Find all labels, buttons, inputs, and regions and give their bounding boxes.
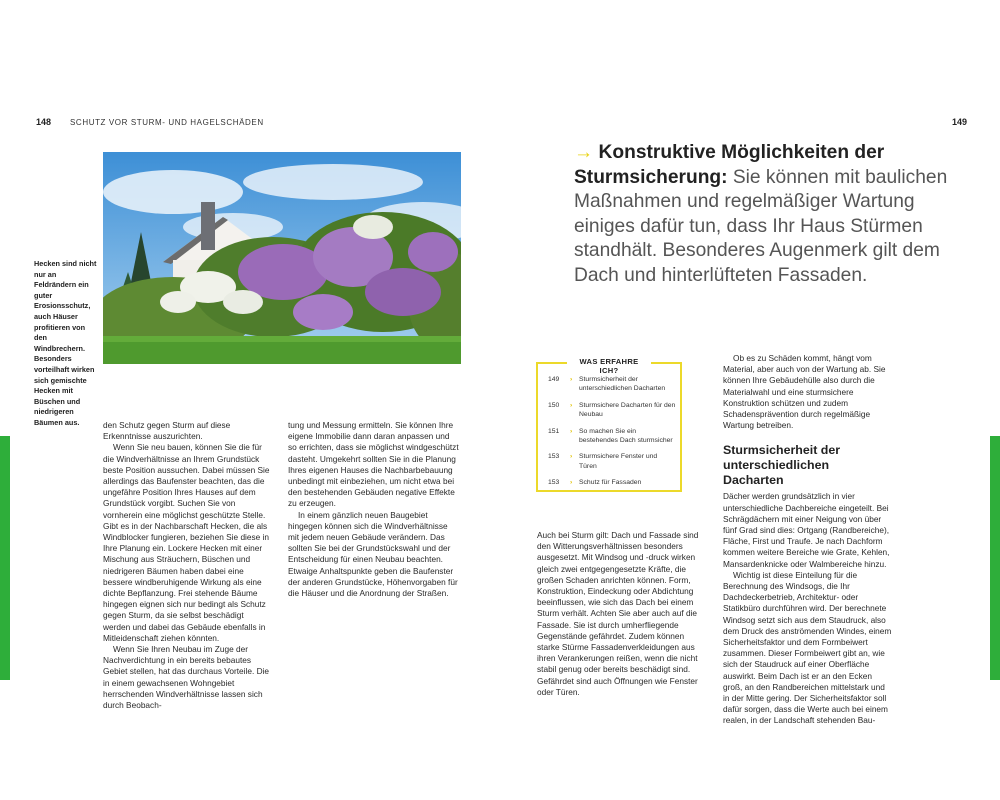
entry-page: 153 [548,479,560,487]
arrow-icon: → [574,142,594,163]
entry-text: Sturmsicherheit der unterschiedlichen Dacharten [579,376,666,393]
entry-page: 151 [548,427,560,435]
entry-text: So machen Sie ein bestehendes Dach sturmsicher [579,427,673,445]
list-item[interactable] [548,375,676,394]
right-column-1 [537,530,705,698]
paragraph: tung und Messung ermitteln. Sie können Ihre eigene Immobilie dann daran anpassen und so errichten, dass sie möglichst windgeschützt dasteht. Umgekehrt sollten Sie in die Planung Ihres eigenen Hauses die Nachbarbebauung unbedingt mit einbeziehen, um nicht etwa bei den bestehenden Gebäuden negative Effekte zu erzeugen. [288,420,459,509]
paragraph: Auch bei Sturm gilt: Dach und Fassade sind den Witterungsverhältnissen besonders ausgesetzt. Mit Windsog und -druck wirken gleich zwei entgegengesetzte Kräfte, die großen Schaden anrichten können. Form, Konstruktion, Eindeckung oder Abdichtung beeinflussen, wie sich das Dach bei einem Sturm verhält. Achten Sie aber auch auf die Fassade. Sie ist durch umherfliegende Gegenstände gefährdet. Zudem können starke Stürme Fassadenverkleidungen aus ihren Verankerungen reißen, wenn die nicht stabil genug oder bereits beschädigt sind. Gefährdet sind auch Öffnungen wie Fenster oder Türen. [537,530,699,697]
info-box-title: WAS ERFAHRE ICH? [567,357,651,375]
arrow-icon: › [570,453,573,461]
photo-caption: Hecken sind nicht nur an Feldrändern ein guter Erosionsschutz, auch Häuser profitieren von den Windbrechern. Besonders vorteilhaft wirken sich gemischte Hecken mit Büschen und niedrigeren Bäumen aus. [34,259,97,427]
list-item[interactable] [548,427,676,446]
list-item[interactable] [548,452,676,471]
paragraph: Wichtig ist diese Einteilung für die Berechnung des Windsogs, die Ihr Dachdeckerbetrieb, Architektur- oder Statikbüro durchführen wird. Der berechnete Windsog setzt sich aus dem Staudruck, also dem Druck des anströmenden Windes, einem Sicherheitsfaktor und dem Formbeiwert zusammen. Dieser Formbeiwert gibt an, wie sich der Staudruck auf einer Oberfläche auswirkt. Beim Dach ist er an den Ecken groß, an den Randbereichen mittelstark und in der Mitte gering. Der Sicherheitsfaktor soll dafür sorgen, dass die Werte auch bei einem realen, in der Landschaft stehenden Bau- [723,569,892,726]
paragraph: den Schutz gegen Sturm auf diese Erkenntnisse auszurichten. [103,420,231,442]
arrow-icon: › [570,376,573,383]
entry-text: Schutz für Fassaden [579,479,642,487]
lead-heading: Konstruktive Möglichkeiten der Sturmsicherung: [574,142,885,188]
list-item[interactable] [548,478,676,487]
page-number-right: 149 [951,117,967,127]
right-column-2 [723,353,893,727]
left-column-1 [103,420,271,711]
lead-text: Sie können mit baulichen Maßnahmen und regelmäßiger Wartung einiges dafür tun, dass Ihr Haus Stürmen standhält. Besonderes Augenmerk gilt dem Dach und hinterlüfteten Fassaden. [574,166,948,286]
entry-page: 150 [548,401,560,409]
paragraph: Dächer werden grundsätzlich in vier unterschiedliche Dachbereiche eingeteilt. Bei Schrägdächern mit einer Neigung von über fünf Grad sind dies: Ortgang (Randbereiche), Fläche, First und Traufe. Je nach Dachform kommen weitere Bereiche wie Grate, Kehlen, Mansardenknicke oder Walmbereiche hinzu. [723,491,890,569]
left-column-2 [288,420,460,599]
paragraph: Ob es zu Schäden kommt, hängt vom Material, aber auch von der Wartung ab. Sie können Ihre Gebäudehülle also durch die Materialwahl und eine sturmsichere Konstruktion schützen und zudem Schadensprävention durch regelmäßige Wartung betreiben. [723,353,886,431]
entry-text: Sturmsichere Fenster und Türen [579,453,658,470]
left-edge-marker [0,436,10,680]
arrow-icon: › [570,427,573,435]
paragraph: Wenn Sie neu bauen, können Sie die für die Windverhältnisse an Ihrem Grundstück beste Position aussuchen. Dabei müssen Sie allerdings das Baufenster beachten, das die ungefähre Position Ihres Hauses auf dem Grundstück vorgibt. Suchen Sie von vornherein eine möglichst geschützte Stelle. Gibt es in der Nachbarschaft Hecken, die als Windblocker fungieren, beziehen Sie diese in Ihre Planung ein. Lockere Hecken mit einer Mischung aus Sträuchern, Büschen und niedrigeren Bäumen haben dabei eine bessere windberuhigende Wirkung als eine dichte Bepflanzung. Frei stehende Bäume hingegen eignen sich nur bedingt als Schutz gegen Sturm, da sie selbst beschädigt werden und dabei das Gebäude ebenfalls in Mitleidenschaft ziehen könnten. [103,442,270,643]
entry-page: 153 [548,453,560,461]
section-heading: Sturmsicherheit der unterschiedlichen Dacharten [723,443,841,488]
right-edge-marker [990,436,1000,680]
hedge-photo [103,152,461,364]
page-number-left: 148 [36,117,52,127]
entry-page: 149 [548,376,560,383]
arrow-icon: › [570,479,573,487]
lead-paragraph [574,141,974,288]
paragraph: In einem gänzlich neuen Baugebiet hingegen können sich die Windverhältnisse mit jedem neuen Gebäude verändern. Das sollten Sie bei der Grundstückswahl und der Entscheidung für einen Neubau beachten. Etwaige Anhaltspunkte geben die Baufenster der anderen Grundstücke, Höhenvorgaben für die Häuser und die Anordnung der Straßen. [288,509,458,599]
arrow-icon: › [570,401,573,409]
entry-text: Sturmsichere Dacharten für den Neubau [579,401,676,419]
running-head: SCHUTZ VOR STURM- UND HAGELSCHÄDEN [70,118,264,127]
paragraph: Wenn Sie Ihren Neubau im Zuge der Nachverdichtung in ein bereits bebautes Gebiet stellen, hat das durchaus Vorteile. Die in einem gewachsenen Wohngebiet herrschenden Windverhältnisse lassen sich durch Beobach- [103,644,270,711]
info-box-list [548,375,676,495]
list-item[interactable] [548,401,676,420]
